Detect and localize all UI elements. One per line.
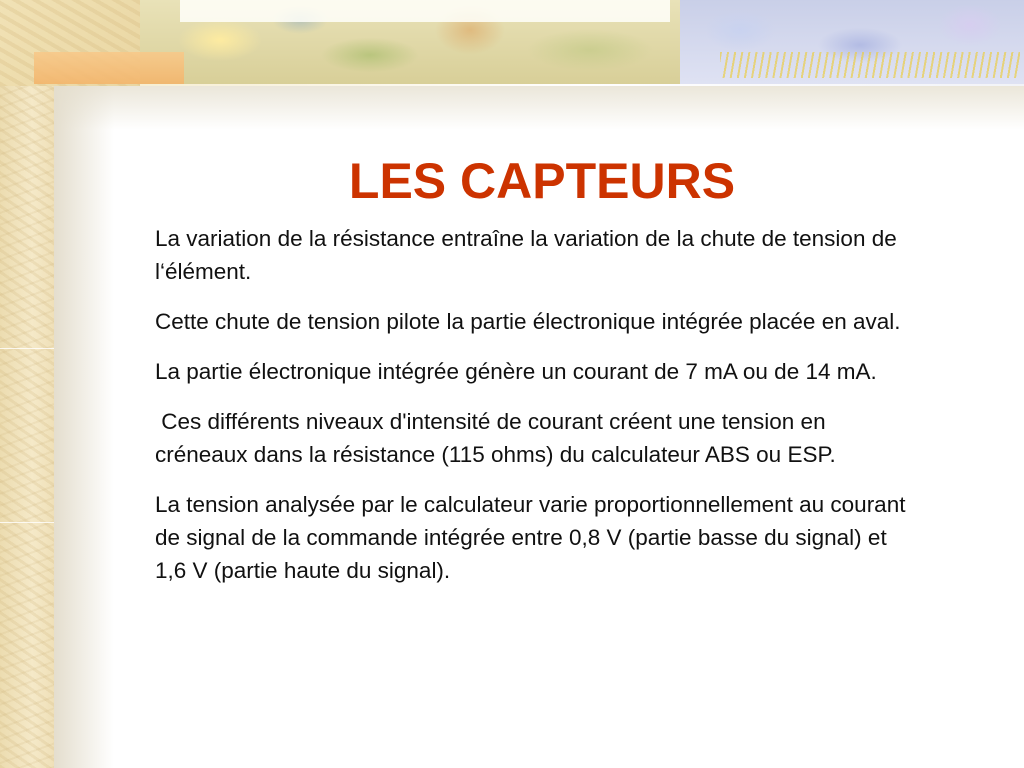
paragraph-2: Cette chute de tension pilote la partie électronique intégrée placée en aval. [155,309,901,334]
slide-title: LES CAPTEURS [348,153,736,209]
strip-seam [0,348,54,349]
golden-grass-image [720,52,1020,78]
banner-highlight [180,0,670,22]
paragraph-3: La partie électronique intégrée génère un courant de 7 mA ou de 14 mA. [155,359,877,384]
paragraph-4: Ces différents niveaux d'intensité de courant créent une tension en créneaux dans la résistance (115 ohms) du calculateur ABS ou ESP. [155,409,836,467]
strip-seam [0,522,54,523]
paragraph-1: La variation de la résistance entraîne la variation de la chute de tension de l‘élément. [155,226,903,284]
slide-body [155,222,915,604]
paragraph-5: La tension analysée par le calculateur varie proportionnellement au courant de signal de la commande intégrée entre 0,8 V (partie basse du signal) et 1,6 V (partie haute du signal). [155,492,912,583]
orange-accent-bar [34,52,184,84]
banner-shadow [54,86,1024,130]
left-parchment-strip [0,0,54,768]
